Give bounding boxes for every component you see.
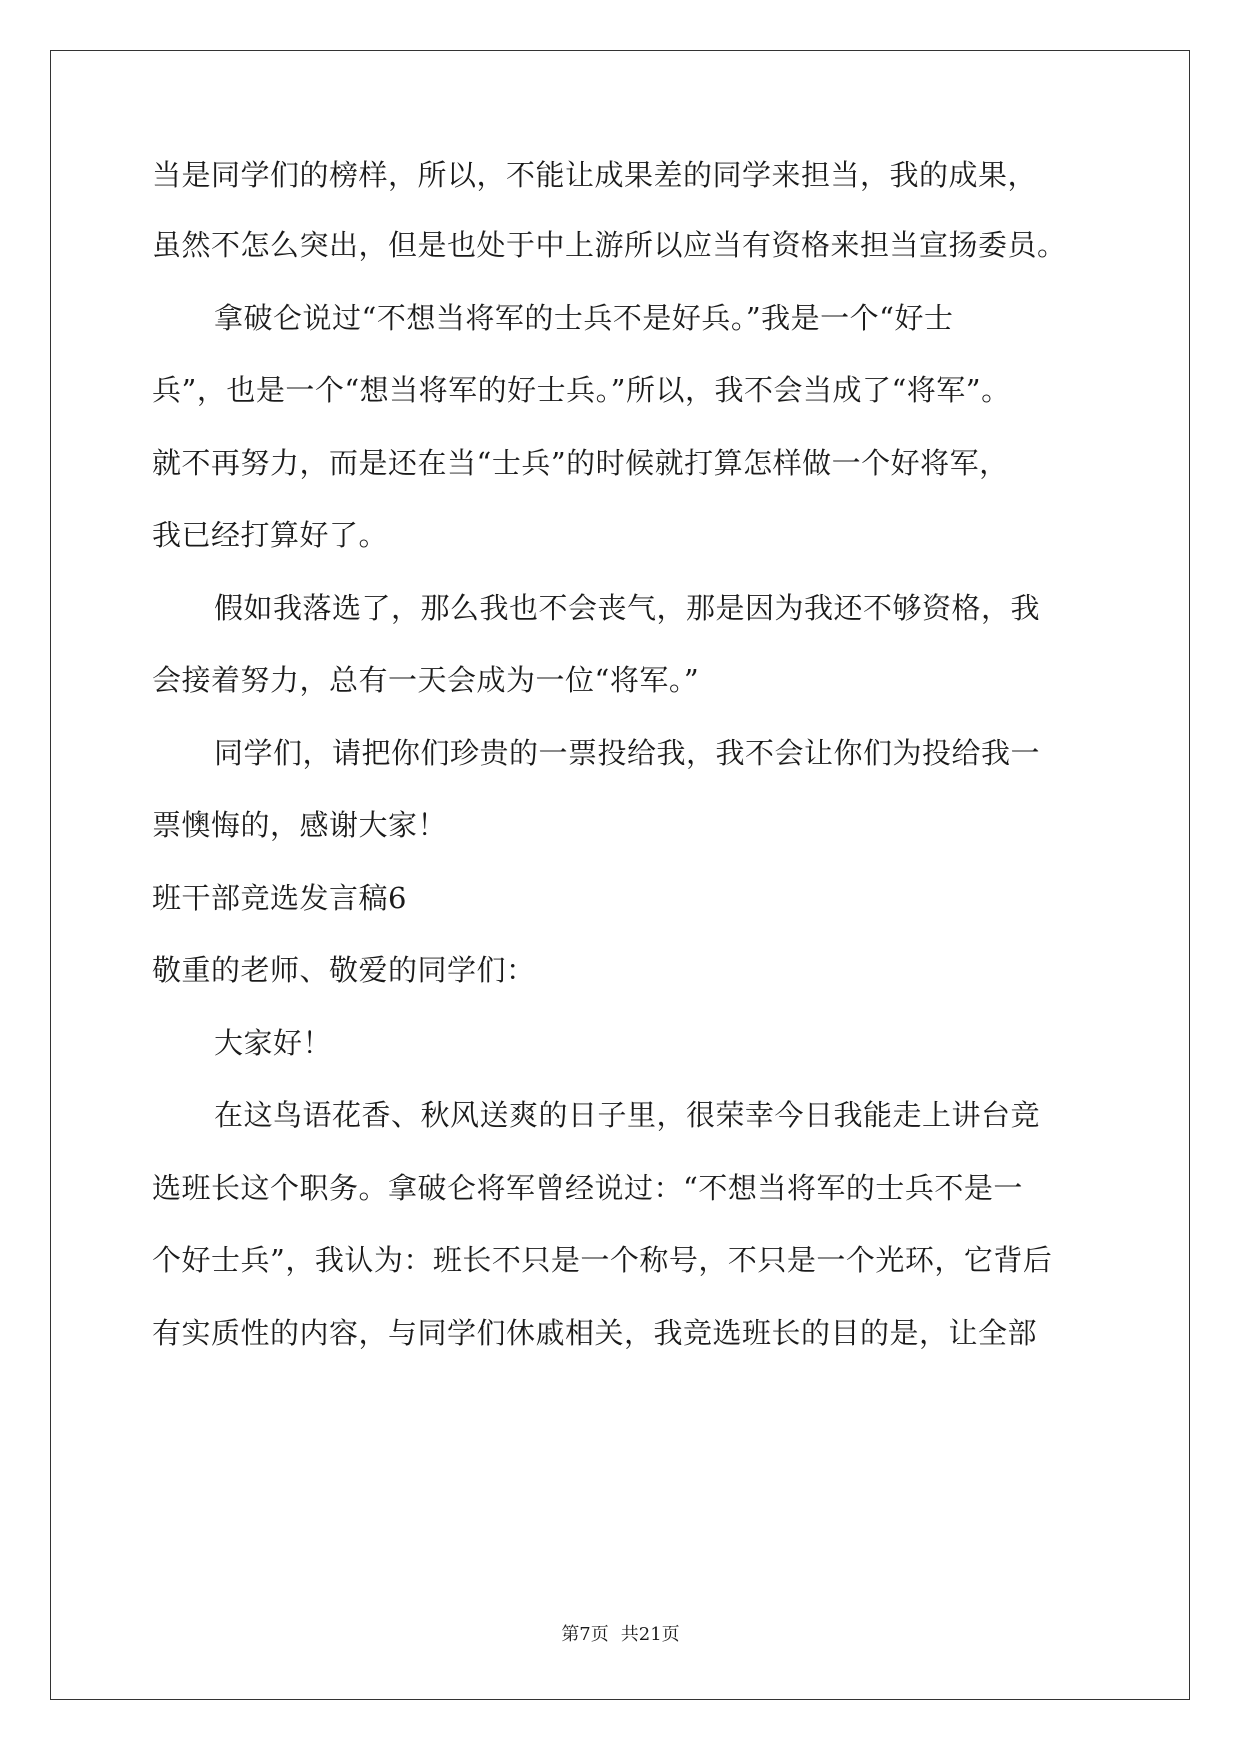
greeting: 大家好！ xyxy=(214,1026,333,1060)
page-number-total: 共21页 xyxy=(620,1624,680,1645)
text-line-2: 虽然不怎么突出，但是也处于中上游所以应当有资格来担当宣扬委员。 xyxy=(152,228,1067,262)
text-line-7: 假如我落选了，那么我也不会丧气，那是因为我还不够资格，我 xyxy=(214,591,1041,625)
text-line-6: 我已经打算好了。 xyxy=(152,518,389,552)
text-line-5: 就不再努力，而是还在当“士兵”的时候就打算怎样做一个好将军， xyxy=(152,446,1009,480)
salutation: 敬重的老师、敬爱的同学们： xyxy=(152,953,536,987)
text-line-14: 在这鸟语花香、秋风送爽的日子里，很荣幸今日我能走上讲台竞 xyxy=(214,1098,1041,1132)
text-line-1: 当是同学们的榜样，所以，不能让成果差的同学来担当，我的成果， xyxy=(152,158,1038,192)
text-line-4: 兵”，也是一个“想当将军的好士兵。”所以，我不会当成了“将军”。 xyxy=(152,373,1011,407)
text-line-9: 同学们，请把你们珍贵的一票投给我，我不会让你们为投给我一 xyxy=(214,736,1041,770)
page-number-current: 第7页 xyxy=(561,1624,609,1645)
text-line-16: 个好士兵”，我认为：班长不只是一个称号，不只是一个光环，它背后 xyxy=(152,1243,1053,1277)
text-line-15: 选班长这个职务。拿破仑将军曾经说过：“不想当将军的士兵不是一 xyxy=(152,1171,1023,1205)
text-line-8: 会接着努力，总有一天会成为一位“将军。” xyxy=(152,663,700,697)
text-line-10: 票懊悔的，感谢大家！ xyxy=(152,808,448,842)
text-line-17: 有实质性的内容，与同学们休戚相关，我竞选班长的目的是，让全部 xyxy=(152,1316,1038,1350)
text-line-3: 拿破仑说过“不想当将军的士兵不是好兵。”我是一个“好士 xyxy=(214,301,954,335)
page-footer xyxy=(0,1623,1241,1647)
section-heading: 班干部竞选发言稿6 xyxy=(152,881,407,915)
